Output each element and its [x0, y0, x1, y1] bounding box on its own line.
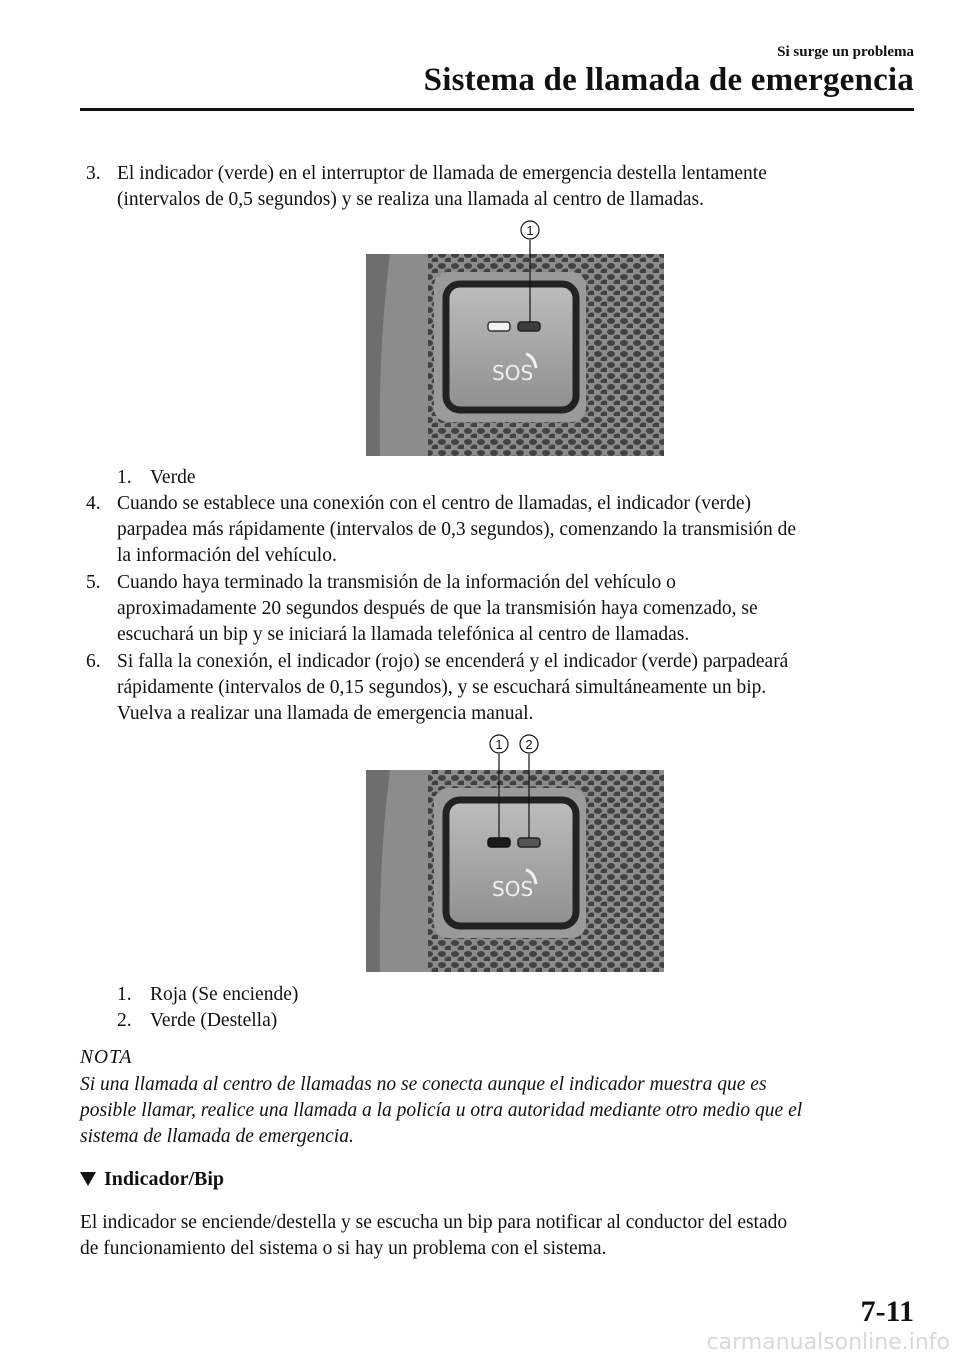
- step-4-line-2: parpadea más rápidamente (intervalos de 0,3 segundos), comenzando la transmisión de: [117, 519, 797, 540]
- step-4-number: 4.: [86, 493, 101, 514]
- callout-1-fig2: 1: [495, 737, 503, 752]
- sos-label-1: SOS: [492, 361, 534, 385]
- step-6-line-2: rápidamente (intervalos de 0,15 segundos), y se escuchará simultáneamente un bip.: [117, 677, 767, 698]
- step-3-number: 3.: [86, 163, 101, 184]
- step-3-line-2: (intervalos de 0,5 segundos) y se realiza una llamada al centro de llamadas.: [117, 189, 704, 210]
- step-6-line-1: Si falla la conexión, el indicador (rojo) se encenderá y el indicador (verde) parpadeará: [117, 651, 789, 672]
- callout-1-fig1: 1: [526, 223, 534, 238]
- sos-label-2: SOS: [492, 877, 534, 901]
- step-5-line-2: aproximadamente 20 segundos después de que la transmisión haya comenzado, se: [117, 598, 758, 619]
- section-title: Indicador/Bip: [104, 1168, 225, 1190]
- step-5-line-3: escuchará un bip y se iniciará la llamada telefónica al centro de llamadas.: [117, 624, 690, 645]
- section-line-2: de funcionamiento del sistema o si hay un problema con el sistema.: [80, 1238, 607, 1259]
- note-heading: NOTA: [80, 1047, 133, 1068]
- step-4-line-3: la información del vehículo.: [117, 545, 337, 566]
- step-4-line-1: Cuando se establece una conexión con el centro de llamadas, el indicador (verde): [117, 493, 752, 514]
- note-line-3: sistema de llamada de emergencia.: [80, 1126, 354, 1147]
- sos-switch-figure-2: [360, 730, 670, 976]
- figure-2-caption-1: Roja (Se enciende): [150, 984, 299, 1005]
- callout-2-fig2: 2: [525, 737, 533, 752]
- watermark: carmanualsonline.info: [706, 1330, 950, 1355]
- triangle-down-icon: [80, 1172, 96, 1186]
- step-6-number: 6.: [86, 651, 101, 672]
- note-line-1: Si una llamada al centro de llamadas no se conecta aunque el indicador muestra que es: [80, 1074, 767, 1095]
- step-3-line-1: El indicador (verde) en el interruptor de llamada de emergencia destella lentamente: [117, 163, 767, 184]
- sos-switch-figure-1: [360, 218, 670, 460]
- figure-1-caption: Verde: [150, 467, 196, 488]
- figure-2-caption-2-number: 2.: [117, 1010, 132, 1031]
- page-number: 7-11: [860, 1295, 914, 1328]
- section-heading: [80, 1168, 224, 1191]
- chapter-subtitle: Si surge un problema: [777, 44, 914, 60]
- page-title: Sistema de llamada de emergencia: [423, 62, 914, 98]
- figure-2-caption-2: Verde (Destella): [150, 1010, 278, 1031]
- figure-2-caption-1-number: 1.: [117, 984, 132, 1005]
- header-rule: [80, 108, 914, 111]
- step-6-line-3: Vuelva a realizar una llamada de emergencia manual.: [117, 703, 534, 724]
- figure-1-caption-number: 1.: [117, 467, 132, 488]
- step-5-number: 5.: [86, 572, 101, 593]
- note-line-2: posible llamar, realice una llamada a la policía u otra autoridad mediante otro medio que el: [80, 1100, 803, 1121]
- step-5-line-1: Cuando haya terminado la transmisión de la información del vehículo o: [117, 572, 676, 593]
- section-line-1: El indicador se enciende/destella y se escucha un bip para notificar al conductor del estado: [80, 1212, 788, 1233]
